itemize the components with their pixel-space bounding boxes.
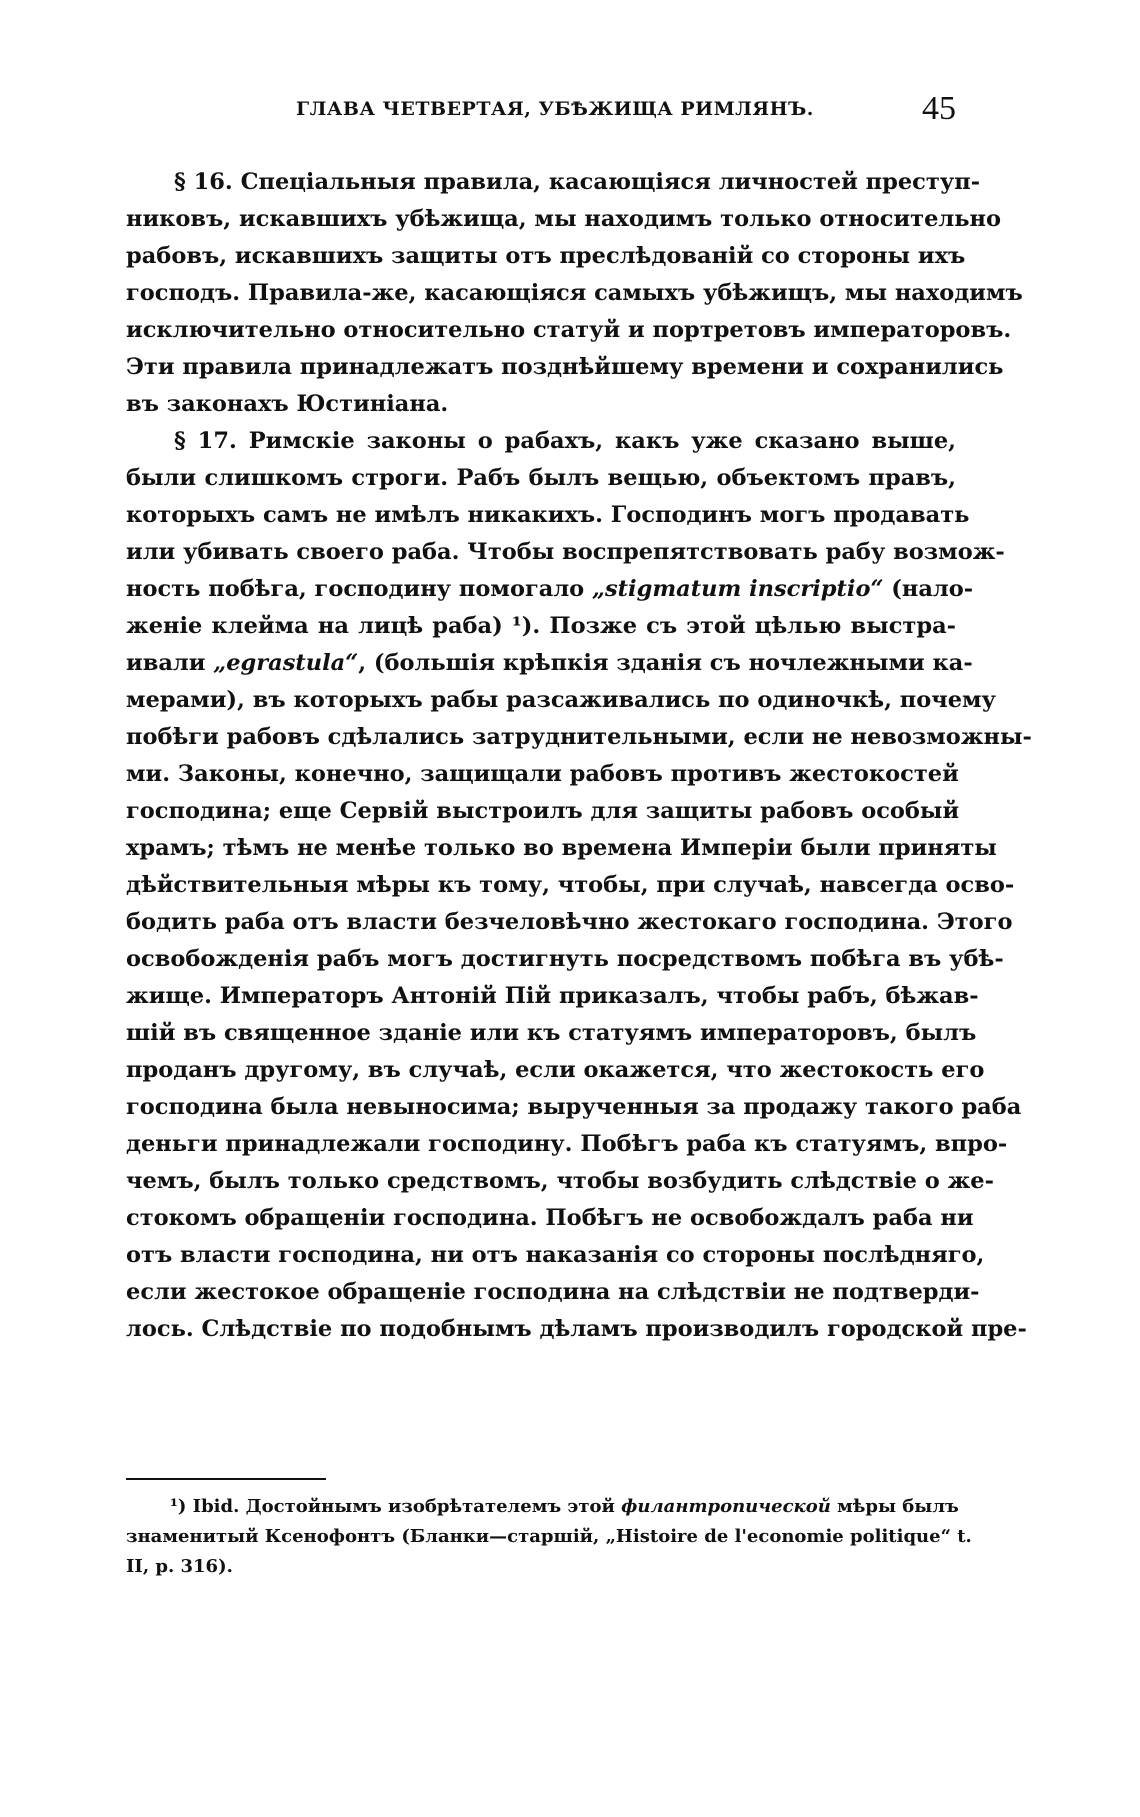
italic-term-egrastula: „egrastula“ <box>213 650 359 676</box>
text-line-4: господъ. Правила-же, касающіяся самыхъ убѣжищъ, мы находимъ <box>126 280 1023 306</box>
text-fragment: , (большія крѣпкія зданія съ ночлежными ка- <box>358 650 973 676</box>
text-line-11: или убивать своего раба. Чтобы воспрепятствовать рабу возмож- <box>126 539 1005 565</box>
text-line-10: которыхъ самъ не имѣлъ никакихъ. Господинъ могъ продавать <box>126 502 970 528</box>
text-line-8: § 17. Римскіе законы о рабахъ, какъ уже сказано выше, <box>174 428 956 454</box>
footnote-fragment: ¹) Ibid. Достойнымъ изобрѣтателемъ этой <box>170 1496 615 1517</box>
text-line-19: храмъ; тѣмъ не менѣе только во времена Имперіи были приняты <box>126 835 997 861</box>
text-line-18: господина; еще Сервій выстроилъ для защиты рабовъ особый <box>126 798 960 824</box>
text-line-32: лось. Слѣдствіе по подобнымъ дѣламъ производилъ городской пре- <box>126 1316 1027 1342</box>
text-line-22: освобожденія рабъ могъ достигнуть посредствомъ побѣга въ убѣ- <box>126 946 1004 972</box>
text-line-13: женіе клейма на лицѣ раба) ¹). Позже съ этой цѣлью выстра- <box>126 613 956 639</box>
italic-term-stigmatum: „stigmatum inscriptio“ <box>592 576 884 602</box>
footnote-line-2: знаменитый Ксенофонтъ (Бланки—старшій, „Histoire de l'economie politique“ t. <box>126 1526 972 1547</box>
footnote-line-3: II, p. 316). <box>126 1556 233 1577</box>
text-line-7: въ законахъ Юстиніана. <box>126 391 449 417</box>
text-line-2: никовъ, искавшихъ убѣжища, мы находимъ только относительно <box>126 206 1002 232</box>
footnote-separator <box>126 1478 326 1480</box>
running-title: ГЛАВА ЧЕТВЕРТАЯ, УБѢЖИЩА РИМЛЯНЪ. <box>296 98 814 120</box>
text-line-9: были слишкомъ строги. Рабъ былъ вещью, объектомъ правъ, <box>126 465 956 491</box>
text-line-16: побѣги рабовъ сдѣлались затруднительными, если не невозможны- <box>126 724 1032 750</box>
text-line-21: бодить раба отъ власти безчеловѣчно жестокаго господина. Этого <box>126 909 1013 935</box>
text-line-1: § 16. Спеціальныя правила, касающіяся личностей преступ- <box>174 169 981 195</box>
text-line-25: проданъ другому, въ случаѣ, если окажется, что жестокость его <box>126 1057 985 1083</box>
text-line-15: мерами), въ которыхъ рабы разсаживались по одиночкѣ, почему <box>126 687 996 713</box>
text-line-26: господина была невыносима; вырученныя за продажу такого раба <box>126 1094 1022 1120</box>
text-line-29: стокомъ обращеніи господина. Побѣгъ не освобождалъ раба ни <box>126 1205 974 1231</box>
text-fragment: (нало- <box>891 576 974 602</box>
text-line-20: дѣйствительныя мѣры къ тому, чтобы, при случаѣ, навсегда осво- <box>126 872 1015 898</box>
text-fragment: ность побѣга, господину помогало <box>126 576 585 602</box>
text-line-24: шій въ священное зданіе или къ статуямъ императоровъ, былъ <box>126 1020 977 1046</box>
footnote-line-1 <box>126 1492 959 1522</box>
text-line-3: рабовъ, искавшихъ защиты отъ преслѣдованій со стороны ихъ <box>126 243 966 269</box>
text-line-12 <box>126 571 974 608</box>
text-line-17: ми. Законы, конечно, защищали рабовъ противъ жестокостей <box>126 761 959 787</box>
footnote-italic-term: филантропической <box>621 1496 831 1517</box>
text-line-30: отъ власти господина, ни отъ наказанія со стороны послѣдняго, <box>126 1242 985 1268</box>
page-header <box>126 90 956 136</box>
text-line-5: исключительно относительно статуй и портретовъ императоровъ. <box>126 317 1012 343</box>
text-line-23: жище. Императоръ Антоній Пій приказалъ, чтобы рабъ, бѣжав- <box>126 983 979 1009</box>
footnote <box>126 1492 972 1582</box>
footnote-fragment: мѣры былъ <box>837 1496 959 1517</box>
text-line-31: если жестокое обращеніе господина на слѣдствіи не подтверди- <box>126 1279 980 1305</box>
text-line-6: Эти правила принадлежатъ позднѣйшему времени и сохранились <box>126 354 1004 380</box>
page-number: 45 <box>922 90 956 127</box>
text-line-28: чемъ, былъ только средствомъ, чтобы возбудить слѣдствіе о же- <box>126 1168 994 1194</box>
text-line-14 <box>126 645 973 682</box>
main-text <box>126 164 1032 1348</box>
text-fragment: ивали <box>126 650 206 676</box>
text-line-27: деньги принадлежали господину. Побѣгъ раба къ статуямъ, впро- <box>126 1131 1008 1157</box>
